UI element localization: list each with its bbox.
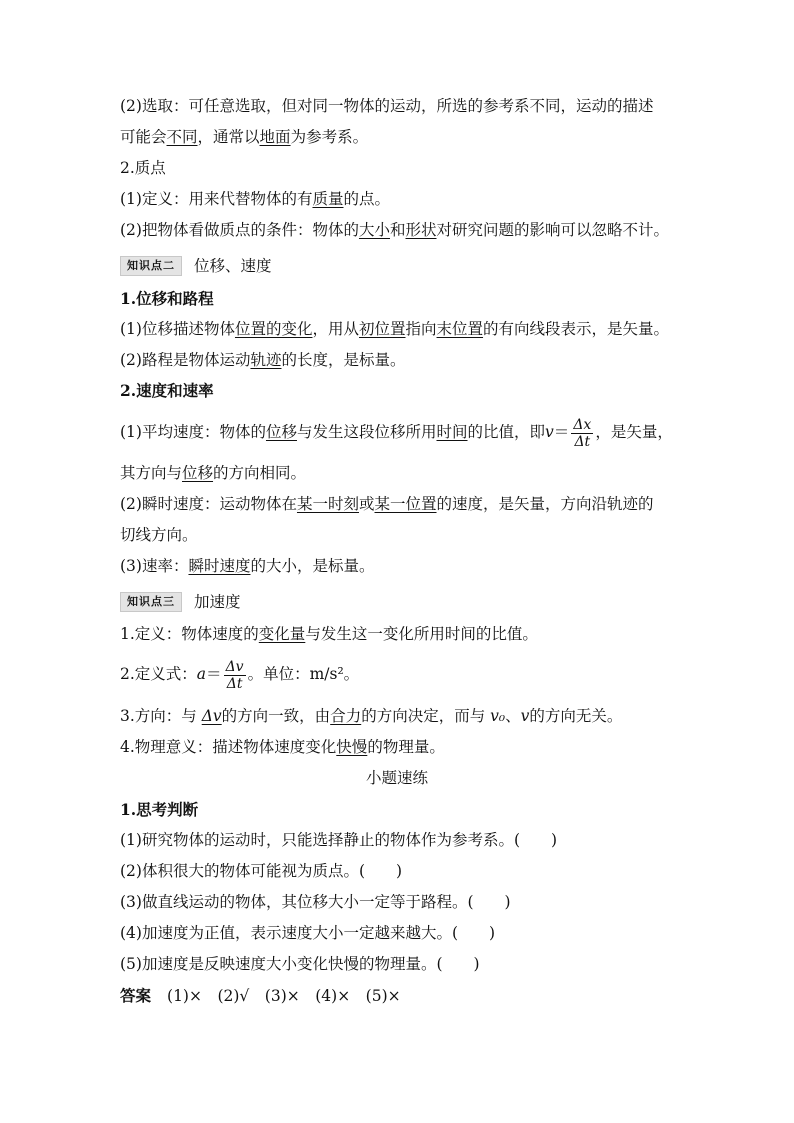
- underlined-answer: 某一时刻: [296, 495, 359, 513]
- underlined-answer: 合力: [330, 707, 362, 725]
- question-text: (2)体积很大的物体可能视为质点。( ): [120, 862, 403, 880]
- underlined-answer: 形状: [405, 221, 437, 239]
- text-line: [120, 737, 445, 757]
- text: 切线方向。: [120, 526, 198, 544]
- text-line: [120, 189, 390, 209]
- text: 指向: [405, 320, 437, 338]
- text-line: [120, 624, 538, 644]
- text: (2)选取：可任意选取，但对同一物体的运动，所选的参考系不同，运动的描述: [120, 97, 654, 115]
- text: (2)把物体看做质点的条件：物体的: [120, 221, 359, 239]
- knowledge-point-header: [120, 256, 272, 276]
- text: 其方向与: [120, 464, 183, 482]
- underlined-answer: 质量: [312, 190, 344, 208]
- text-line: [120, 319, 669, 339]
- text: (1)定义：用来代替物体的有: [120, 190, 313, 208]
- formula-variable: v₀: [490, 707, 506, 725]
- question-item: [120, 861, 402, 881]
- text: 的有向线段表示，是矢量。: [483, 320, 670, 338]
- text-line: [120, 96, 653, 116]
- question-item: [120, 954, 480, 974]
- underlined-answer: 位移: [265, 423, 297, 441]
- text: (2)路程是物体运动: [120, 351, 251, 369]
- formula-equals: ＝: [206, 665, 222, 683]
- knowledge-point-title: 加速度: [194, 593, 241, 611]
- text: 对研究问题的影响可以忽略不计。: [436, 221, 670, 239]
- text: 1.定义：物体速度的: [120, 625, 259, 643]
- text-line-with-formula: [120, 414, 673, 450]
- question-text: (3)做直线运动的物体，其位移大小一定等于路程。( ): [120, 893, 511, 911]
- text-line-with-formula: [120, 656, 359, 692]
- text: 的长度，是标量。: [281, 351, 406, 369]
- underlined-answer: 瞬时速度: [188, 557, 251, 575]
- text-line: [120, 350, 406, 370]
- answer-label: 答案: [120, 986, 152, 1005]
- text: (3)速率：: [120, 557, 189, 575]
- text-line: [120, 556, 375, 576]
- text: ，是矢量，: [595, 423, 673, 441]
- text: 与发生这一变化所用时间的比值。: [305, 625, 538, 643]
- subheading-text: 1.位移和路程: [120, 289, 214, 308]
- fraction: [224, 659, 246, 692]
- text: ，用从: [312, 320, 359, 338]
- text: (1)位移描述物体: [120, 320, 235, 338]
- text: 的方向一致，由: [221, 707, 331, 725]
- underlined-answer: 位置的变化: [234, 320, 313, 338]
- text-line: [120, 525, 198, 545]
- underlined-answer: 末位置: [436, 320, 484, 338]
- section-title: 小题速练: [365, 769, 428, 787]
- text: 4.物理意义：描述物体速度变化: [120, 738, 337, 756]
- subheading: [120, 800, 198, 820]
- text: 与发生这段位移所用: [296, 423, 437, 441]
- underlined-answer: 初位置: [359, 320, 406, 338]
- question-item: [120, 892, 511, 912]
- fraction-numerator: Δx: [573, 416, 592, 433]
- question-item: [120, 830, 557, 850]
- text: (2)瞬时速度：运动物体在: [120, 495, 297, 513]
- formula-equals: ＝: [553, 423, 570, 441]
- answer-line: [120, 986, 401, 1006]
- text-line: [120, 463, 306, 483]
- text: ，通常以: [197, 128, 260, 146]
- formula-variable: v: [545, 423, 554, 441]
- underlined-answer: 快慢: [336, 738, 368, 756]
- text: 、: [505, 707, 521, 725]
- text-line: [120, 220, 669, 240]
- subheading: [120, 289, 214, 309]
- text: 2.定义式：: [120, 665, 197, 683]
- subheading-text: 2.速度和速率: [120, 381, 214, 400]
- underlined-answer: 轨迹: [250, 351, 282, 369]
- text-line: [120, 494, 654, 514]
- text: 和: [389, 221, 406, 239]
- fraction-denominator: Δt: [226, 675, 243, 692]
- underlined-answer: 位移: [182, 464, 214, 482]
- underlined-answer: 大小: [358, 221, 390, 239]
- subheading: [120, 158, 166, 178]
- knowledge-point-header: [120, 592, 241, 612]
- question-item: [120, 923, 495, 943]
- question-text: (4)加速度为正值，表示速度大小一定越来越大。( ): [120, 924, 496, 942]
- text: (1)平均速度：物体的: [120, 423, 266, 441]
- text: 。单位：m/s²。: [247, 665, 360, 683]
- question-text: (1)研究物体的运动时，只能选择静止的物体作为参考系。( ): [120, 831, 558, 849]
- formula-variable: v: [520, 707, 530, 725]
- subheading: [120, 381, 214, 401]
- underlined-answer: Δv: [201, 707, 222, 725]
- knowledge-point-title: 位移、速度: [194, 257, 272, 275]
- text: 3.方向：与: [120, 707, 202, 725]
- question-text: (5)加速度是反映速度大小变化快慢的物理量。( ): [120, 955, 480, 973]
- text: 的大小，是标量。: [250, 557, 375, 575]
- underlined-answer: 不同: [166, 128, 198, 146]
- text: 或: [358, 495, 375, 513]
- text: 的比值，即: [467, 423, 546, 441]
- underlined-answer: 某一位置: [374, 495, 437, 513]
- knowledge-point-badge: 知识点三: [120, 592, 182, 612]
- text: 的方向决定，而与: [361, 707, 491, 725]
- subheading-text: 1.思考判断: [120, 800, 199, 819]
- text: 的方向相同。: [213, 464, 307, 482]
- underlined-answer: 时间: [436, 423, 468, 441]
- text-line: [120, 127, 368, 147]
- text: 的速度，是矢量，方向沿轨迹的: [436, 495, 654, 513]
- underlined-answer: 变化量: [258, 625, 306, 643]
- fraction-denominator: Δt: [574, 433, 591, 450]
- underlined-answer: 地面: [259, 128, 291, 146]
- text-line: [120, 706, 622, 726]
- knowledge-point-badge: 知识点二: [120, 256, 182, 276]
- text: 的方向无关。: [529, 707, 623, 725]
- text: 的物理量。: [367, 738, 445, 756]
- fraction-numerator: Δv: [225, 658, 244, 675]
- text: 为参考系。: [290, 128, 369, 146]
- formula-variable: a: [196, 665, 207, 683]
- subheading-text: 2.质点: [120, 159, 166, 177]
- text: 可能会: [120, 128, 167, 146]
- answer-text: (1)× (2)√ (3)× (4)× (5)×: [167, 987, 401, 1005]
- fraction: [571, 417, 593, 450]
- text: 的点。: [343, 190, 390, 208]
